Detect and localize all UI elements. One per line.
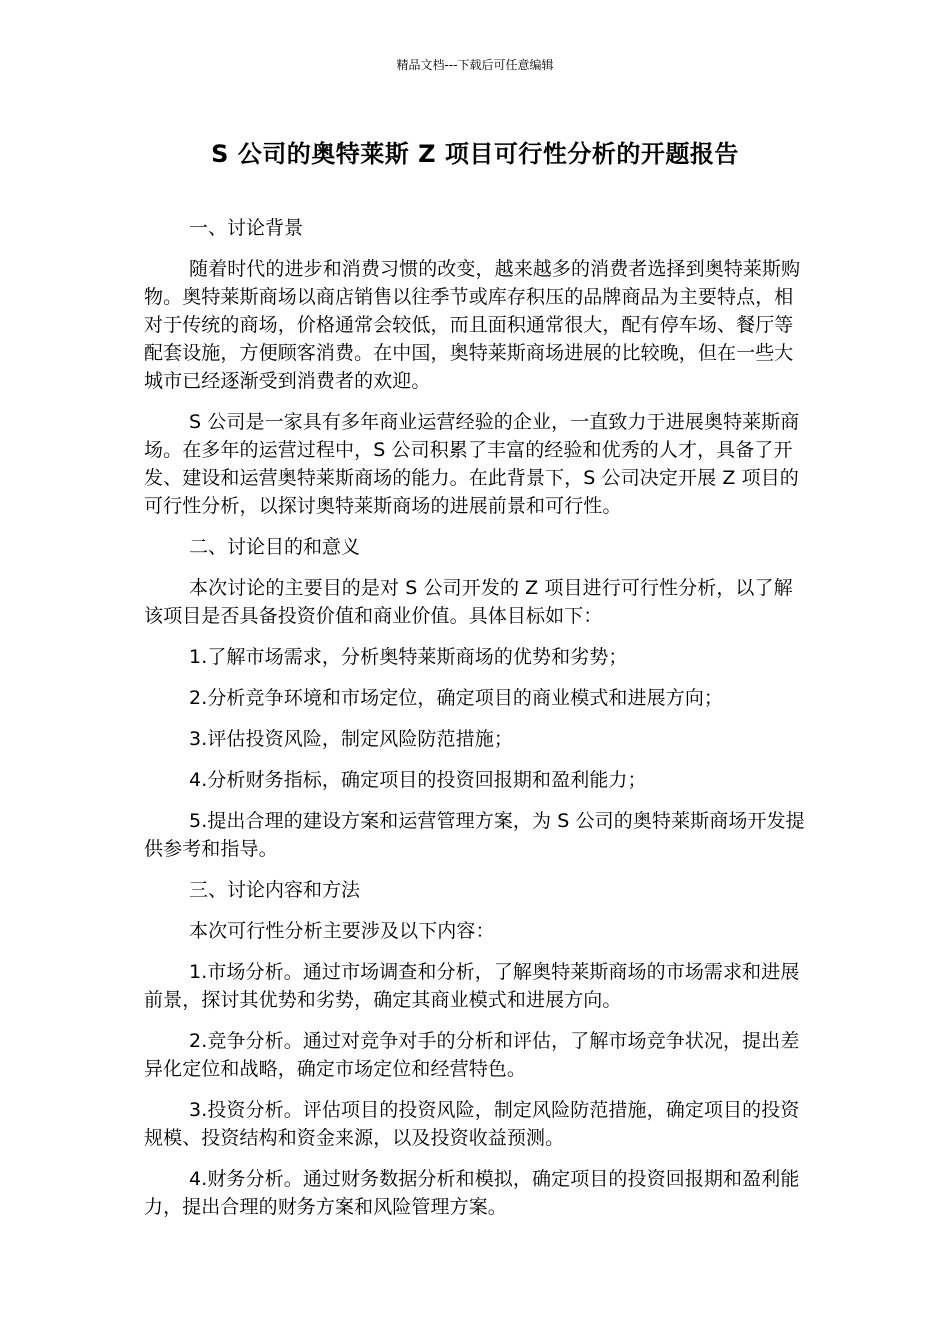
paragraph-background-1: 随着时代的进步和消费习惯的改变，越来越多的消费者选择到奥特莱斯购物。奥特莱斯商场以商店销售以往季节或库存积压的品牌商品为主要特点，相对于传统的商场，价格通常会较低，而且面积通常很大，配有停车场、餐厅等配套设施，方便顾客消费。在中国，奥特莱斯商场进展的比较晚，但在一些大城市已经逐渐受到消费者的欢迎。 [144, 258, 801, 392]
list-item-content-1: 1.市场分析。通过市场调查和分析，了解奥特莱斯商场的市场需求和进展前景，探讨其优势和劣势，确定其商业模式和进展方向。 [144, 961, 800, 1011]
section-heading-content: 三、讨论内容和方法 [189, 879, 361, 901]
list-item-purpose-2: 2.分析竞争环境和市场定位，确定项目的商业模式和进展方向； [189, 687, 724, 709]
header-note: 精品文档---下载后可任意编辑 [396, 58, 554, 72]
list-item-purpose-1: 1.了解市场需求，分析奥特莱斯商场的优势和劣势； [189, 646, 628, 668]
list-item-content-2: 2.竞争分析。通过对竞争对手的分析和评估，了解市场竞争状况，提出差异化定位和战略，确定市场定位和经营特色。 [144, 1030, 800, 1080]
section-heading-purpose: 二、讨论目的和意义 [189, 536, 361, 558]
list-item-purpose-5: 5.提出合理的建设方案和运营管理方案，为 S 公司的奥特莱斯商场开发提供参考和指导。 [144, 810, 805, 860]
paragraph-content-intro: 本次可行性分析主要涉及以下内容： [189, 920, 495, 942]
list-item-content-3: 3.投资分析。评估项目的投资风险，制定风险防范措施，确定项目的投资规模、投资结构和资金来源，以及投资收益预测。 [144, 1099, 800, 1149]
paragraph-background-2: S 公司是一家具有多年商业运营经验的企业，一直致力于进展奥特莱斯商场。在多年的运营过程中，S 公司积累了丰富的经验和优秀的人才，具备了开发、建设和运营奥特莱斯商场的能力。在此背景下，S 公司决定开展 Z 项目的可行性分析，以探讨奥特莱斯商场的进展前景和可行性。 [144, 411, 800, 517]
document-body [144, 214, 808, 1234]
document-title: S 公司的奥特莱斯 Z 项目可行性分析的开题报告 [211, 140, 739, 168]
section-heading-background: 一、讨论背景 [189, 217, 304, 239]
paragraph-purpose-intro: 本次讨论的主要目的是对 S 公司开发的 Z 项目进行可行性分析，以了解该项目是否具备投资价值和商业价值。具体目标如下： [144, 577, 793, 627]
list-item-content-4: 4.财务分析。通过财务数据分析和模拟，确定项目的投资回报期和盈利能力，提出合理的财务方案和风险管理方案。 [144, 1168, 800, 1218]
list-item-purpose-3: 3.评估投资风险，制定风险防范措施； [189, 728, 513, 750]
list-item-purpose-4: 4.分析财务指标，确定项目的投资回报期和盈利能力； [189, 769, 647, 791]
